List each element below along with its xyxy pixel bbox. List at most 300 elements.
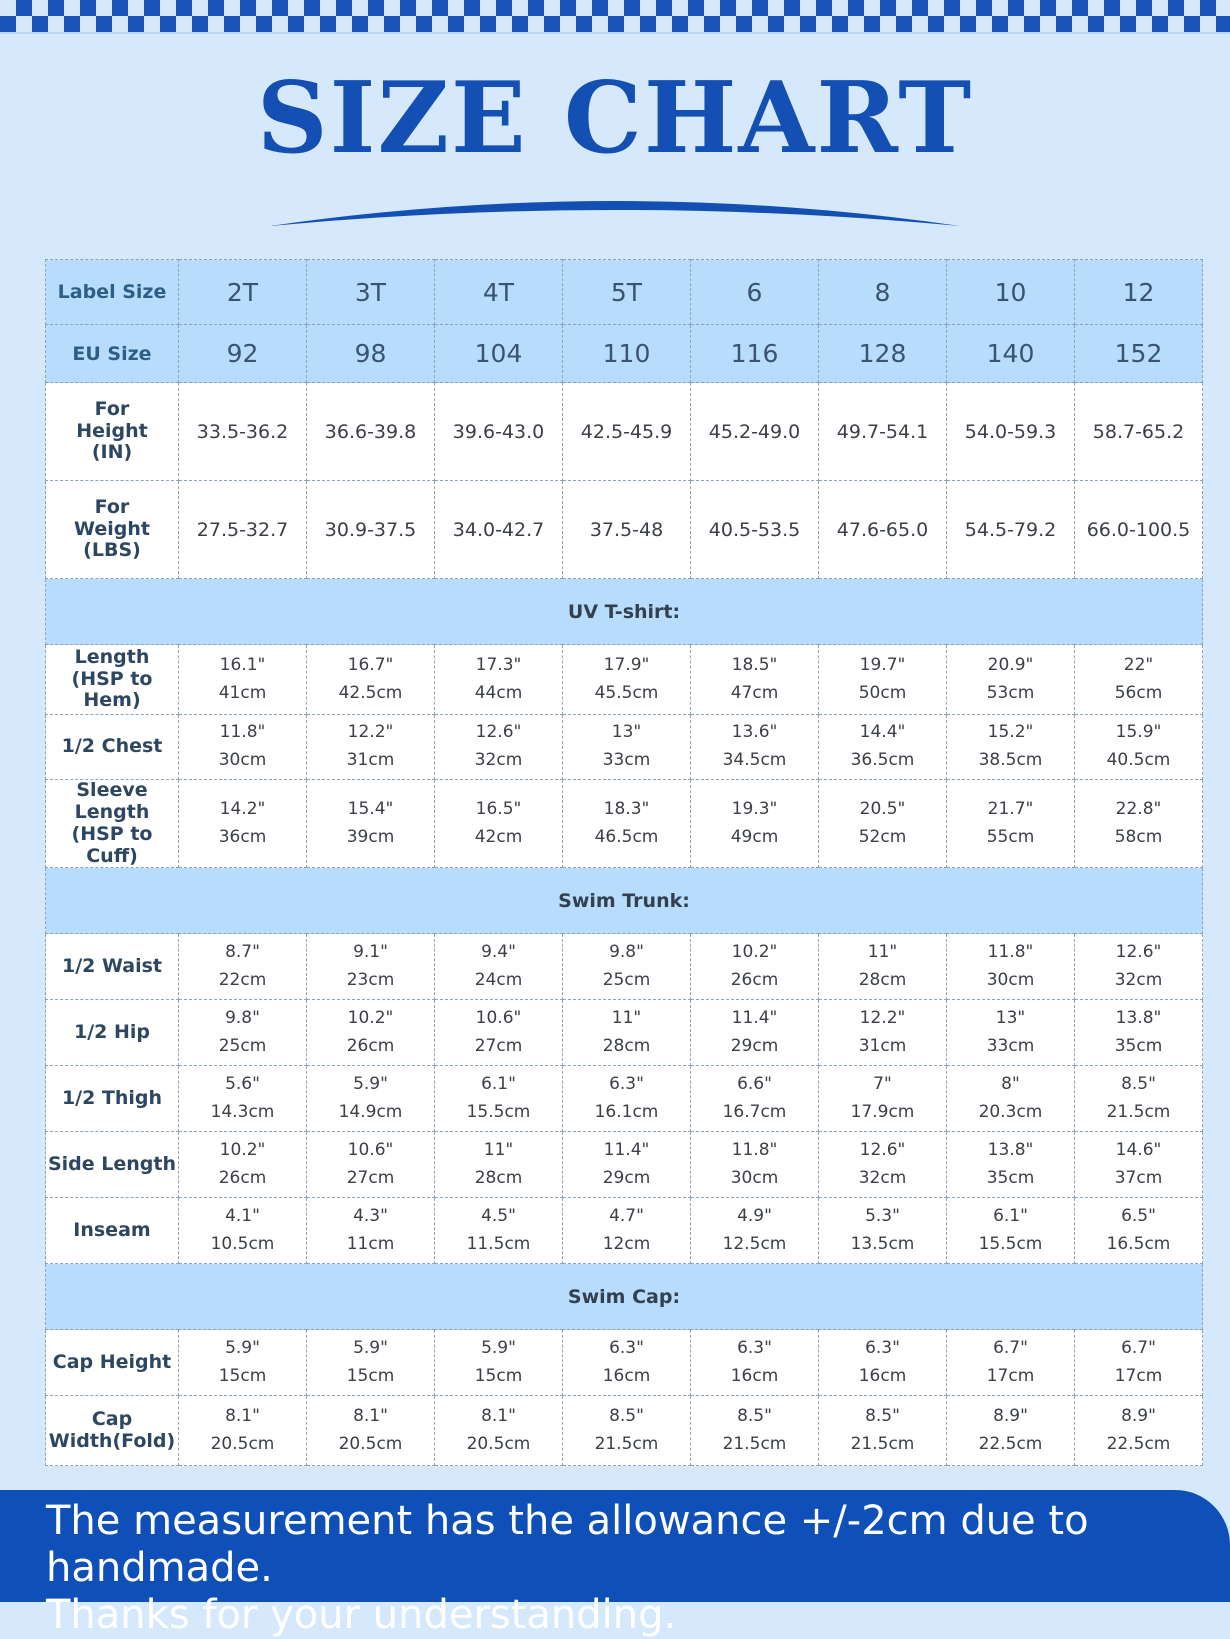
range-cell: 39.6-43.0 <box>435 383 563 481</box>
measurement-cell <box>1075 1000 1203 1066</box>
inches-value: 20.5" <box>859 799 906 820</box>
measurement-cell <box>307 934 435 1000</box>
measurement-cell <box>691 1330 819 1396</box>
measurement-cell <box>307 1396 435 1466</box>
cm-value: 16.5cm <box>1106 1233 1171 1254</box>
row-label-line: Side Length <box>47 1152 177 1175</box>
footer-banner <box>0 1490 1230 1638</box>
measurement-cell <box>691 1396 819 1466</box>
measurement-cell <box>947 645 1075 715</box>
inches-value: 8.9" <box>993 1406 1028 1427</box>
row-label-line: (IN) <box>91 441 133 464</box>
cm-value: 58cm <box>1114 826 1163 847</box>
measurement-cell <box>435 780 563 868</box>
inches-value: 15.9" <box>1115 722 1162 743</box>
size-cell: 116 <box>691 325 819 383</box>
size-cell: 152 <box>1075 325 1203 383</box>
measurement-cell <box>691 645 819 715</box>
inches-value: 5.9" <box>225 1338 260 1359</box>
measurement-cell <box>947 1396 1075 1466</box>
inches-value: 6.7" <box>1121 1338 1156 1359</box>
cm-value: 44cm <box>474 682 523 703</box>
measurement-cell <box>307 1000 435 1066</box>
inches-value: 9.4" <box>481 942 516 963</box>
measurement-cell <box>947 715 1075 780</box>
inches-value: 11.4" <box>603 1140 650 1161</box>
row-label-line: Cap <box>91 1408 133 1431</box>
measurement-cell <box>1075 715 1203 780</box>
cm-value: 20.5cm <box>210 1433 275 1454</box>
inches-value: 8.9" <box>1121 1406 1156 1427</box>
measurement-cell <box>691 780 819 868</box>
row-label-line: (LBS) <box>83 539 141 562</box>
cm-value: 32cm <box>1114 969 1163 990</box>
cm-value: 17cm <box>986 1365 1035 1386</box>
footer-note-line-1: The measurement has the allowance +/-2cm due to handmade. <box>46 1498 1089 1591</box>
measurement-cell <box>819 1198 947 1264</box>
measurement-cell <box>563 1330 691 1396</box>
measurement-cell <box>435 645 563 715</box>
cm-value: 52cm <box>858 826 907 847</box>
cm-value: 31cm <box>346 750 395 770</box>
measurement-cell <box>435 1000 563 1066</box>
measurement-cell <box>819 1066 947 1132</box>
cm-value: 37cm <box>1114 1167 1163 1188</box>
measurement-cell <box>819 780 947 868</box>
cm-value: 31cm <box>858 1035 907 1056</box>
inches-value: 8.5" <box>609 1406 644 1427</box>
cm-value: 36cm <box>218 826 267 847</box>
inches-value: 22.8" <box>1115 799 1162 820</box>
cm-value: 32cm <box>858 1167 907 1188</box>
inches-value: 6.6" <box>737 1074 772 1095</box>
range-cell: 33.5-36.2 <box>179 383 307 481</box>
cm-value: 38.5cm <box>978 750 1043 770</box>
inches-value: 12.2" <box>859 1008 906 1029</box>
cm-value: 15cm <box>218 1365 267 1386</box>
cm-value: 55cm <box>986 826 1035 847</box>
body-row <box>46 481 1203 579</box>
row-label: Label Size <box>46 260 179 325</box>
inches-value: 11" <box>867 942 898 963</box>
cm-value: 22.5cm <box>978 1433 1043 1454</box>
measurement-cell <box>1075 1132 1203 1198</box>
inches-value: 8.1" <box>481 1406 516 1427</box>
row-label <box>46 1198 179 1264</box>
measurement-cell <box>819 645 947 715</box>
cm-value: 36.5cm <box>850 750 915 770</box>
inches-value: 13.6" <box>731 722 778 743</box>
inches-value: 9.8" <box>225 1008 260 1029</box>
range-cell: 34.0-42.7 <box>435 481 563 579</box>
cm-value: 15.5cm <box>466 1101 531 1122</box>
range-cell: 42.5-45.9 <box>563 383 691 481</box>
measurement-row <box>46 1132 1203 1198</box>
measurement-cell <box>819 1132 947 1198</box>
range-cell: 58.7-65.2 <box>1075 383 1203 481</box>
measurement-cell <box>691 1132 819 1198</box>
measurement-cell <box>563 1198 691 1264</box>
cm-value: 40.5cm <box>1106 750 1171 770</box>
inches-value: 13.8" <box>1115 1008 1162 1029</box>
cm-value: 41cm <box>218 682 267 703</box>
inches-value: 5.3" <box>865 1206 900 1227</box>
inches-value: 6.3" <box>865 1338 900 1359</box>
row-label <box>46 1132 179 1198</box>
row-label-line: Inseam <box>73 1218 151 1241</box>
inches-value: 11" <box>483 1140 514 1161</box>
cm-value: 30cm <box>218 750 267 770</box>
inches-value: 8.1" <box>225 1406 260 1427</box>
inches-value: 19.3" <box>731 799 778 820</box>
measurement-cell <box>691 1000 819 1066</box>
section-header <box>46 868 1203 934</box>
inches-value: 12.6" <box>475 722 522 743</box>
inches-value: 20.9" <box>987 654 1034 675</box>
cm-value: 24cm <box>474 969 523 990</box>
measurement-cell <box>947 1198 1075 1264</box>
inches-value: 17.3" <box>475 654 522 675</box>
cm-value: 21.5cm <box>1106 1101 1171 1122</box>
cm-value: 35cm <box>986 1167 1035 1188</box>
cm-value: 29cm <box>602 1167 651 1188</box>
cm-value: 29cm <box>730 1035 779 1056</box>
measurement-cell <box>1075 645 1203 715</box>
cm-value: 26cm <box>346 1035 395 1056</box>
range-cell: 54.5-79.2 <box>947 481 1075 579</box>
measurement-cell <box>179 1000 307 1066</box>
inches-value: 10.2" <box>219 1140 266 1161</box>
size-cell: 140 <box>947 325 1075 383</box>
inches-value: 21.7" <box>987 799 1034 820</box>
measurement-row <box>46 715 1203 780</box>
cm-value: 16cm <box>730 1365 779 1386</box>
cm-value: 30cm <box>730 1167 779 1188</box>
range-cell: 40.5-53.5 <box>691 481 819 579</box>
inches-value: 11.8" <box>987 942 1034 963</box>
row-label <box>46 645 179 715</box>
cm-value: 15cm <box>346 1365 395 1386</box>
cm-value: 13.5cm <box>850 1233 915 1254</box>
measurement-cell <box>435 1330 563 1396</box>
cm-value: 15.5cm <box>978 1233 1043 1254</box>
measurement-row <box>46 780 1203 868</box>
cm-value: 34.5cm <box>722 750 787 770</box>
inches-value: 5.9" <box>481 1338 516 1359</box>
cm-value: 56cm <box>1114 682 1163 703</box>
cm-value: 15cm <box>474 1365 523 1386</box>
cm-value: 35cm <box>1114 1035 1163 1056</box>
inches-value: 18.5" <box>731 654 778 675</box>
inches-value: 10.6" <box>347 1140 394 1161</box>
row-label <box>46 1000 179 1066</box>
row-label-line: Height <box>76 419 148 442</box>
row-label-line: Length <box>74 800 150 823</box>
measurement-row <box>46 1198 1203 1264</box>
row-label <box>46 481 179 579</box>
inches-value: 8" <box>1001 1074 1020 1095</box>
size-cell: 12 <box>1075 260 1203 325</box>
measurement-cell <box>435 1066 563 1132</box>
cm-value: 33cm <box>602 750 651 770</box>
cm-value: 10.5cm <box>210 1233 275 1254</box>
measurement-cell <box>691 1066 819 1132</box>
section-title: Swim Cap: <box>46 1264 1203 1330</box>
inches-value: 4.9" <box>737 1206 772 1227</box>
row-label-line: Length <box>74 645 150 668</box>
row-label-line: For <box>94 397 130 420</box>
measurement-cell <box>947 1000 1075 1066</box>
inches-value: 13" <box>995 1008 1026 1029</box>
body-row <box>46 383 1203 481</box>
header-row <box>46 325 1203 383</box>
cm-value: 12.5cm <box>722 1233 787 1254</box>
measurement-cell <box>179 1330 307 1396</box>
cm-value: 17.9cm <box>850 1101 915 1122</box>
row-label <box>46 780 179 868</box>
measurement-row <box>46 934 1203 1000</box>
cm-value: 27cm <box>346 1167 395 1188</box>
measurement-cell <box>947 1330 1075 1396</box>
cm-value: 50cm <box>858 682 907 703</box>
section-header <box>46 579 1203 645</box>
row-label-line: Width(Fold) <box>48 1429 176 1452</box>
measurement-cell <box>1075 1396 1203 1466</box>
measurement-cell <box>563 715 691 780</box>
row-label: EU Size <box>46 325 179 383</box>
measurement-cell <box>563 645 691 715</box>
inches-value: 11.8" <box>219 722 266 743</box>
footer-note-line-2: Thanks for your understanding. <box>46 1592 677 1638</box>
row-label <box>46 934 179 1000</box>
inches-value: 14.2" <box>219 799 266 820</box>
measurement-cell <box>435 715 563 780</box>
cm-value: 11cm <box>346 1233 395 1254</box>
measurement-cell <box>691 934 819 1000</box>
inches-value: 12.6" <box>1115 942 1162 963</box>
measurement-cell <box>563 1066 691 1132</box>
size-cell: 104 <box>435 325 563 383</box>
title-underline-swoosh <box>270 190 960 230</box>
cm-value: 49cm <box>730 826 779 847</box>
row-label-line: Cap Height <box>52 1350 172 1373</box>
cm-value: 33cm <box>986 1035 1035 1056</box>
inches-value: 18.3" <box>603 799 650 820</box>
cm-value: 42cm <box>474 826 523 847</box>
cm-value: 23cm <box>346 969 395 990</box>
size-cell: 2T <box>179 260 307 325</box>
row-label-line: (HSP to Cuff) <box>71 822 153 867</box>
cm-value: 47cm <box>730 682 779 703</box>
footer-note <box>46 1498 1230 1639</box>
cm-value: 28cm <box>474 1167 523 1188</box>
cm-value: 28cm <box>602 1035 651 1056</box>
measurement-cell <box>563 934 691 1000</box>
measurement-cell <box>1075 780 1203 868</box>
inches-value: 8.1" <box>353 1406 388 1427</box>
size-cell: 4T <box>435 260 563 325</box>
cm-value: 46.5cm <box>594 826 659 847</box>
measurement-cell <box>947 1132 1075 1198</box>
inches-value: 11" <box>611 1008 642 1029</box>
cm-value: 20.5cm <box>338 1433 403 1454</box>
row-label-line: 1/2 Chest <box>61 735 163 758</box>
inches-value: 4.3" <box>353 1206 388 1227</box>
inches-value: 5.9" <box>353 1074 388 1095</box>
row-label-line: 1/2 Thigh <box>61 1086 163 1109</box>
cm-value: 21.5cm <box>722 1433 787 1454</box>
inches-value: 14.4" <box>859 722 906 743</box>
measurement-cell <box>179 1132 307 1198</box>
measurement-row <box>46 1330 1203 1396</box>
cm-value: 25cm <box>602 969 651 990</box>
measurement-cell <box>179 645 307 715</box>
cm-value: 21.5cm <box>850 1433 915 1454</box>
measurement-cell <box>563 1132 691 1198</box>
measurement-cell <box>435 1132 563 1198</box>
measurement-cell <box>179 934 307 1000</box>
measurement-cell <box>179 1396 307 1466</box>
inches-value: 4.1" <box>225 1206 260 1227</box>
inches-value: 19.7" <box>859 654 906 675</box>
measurement-cell <box>435 1198 563 1264</box>
measurement-cell <box>307 1132 435 1198</box>
inches-value: 10.2" <box>731 942 778 963</box>
cm-value: 39cm <box>346 826 395 847</box>
inches-value: 22" <box>1123 654 1154 675</box>
measurement-row <box>46 1396 1203 1466</box>
measurement-cell <box>563 1000 691 1066</box>
row-label-line: For <box>94 495 130 518</box>
size-cell: 8 <box>819 260 947 325</box>
inches-value: 6.3" <box>737 1338 772 1359</box>
border-divider <box>0 32 1230 34</box>
inches-value: 6.5" <box>1121 1206 1156 1227</box>
inches-value: 9.1" <box>353 942 388 963</box>
measurement-cell <box>1075 934 1203 1000</box>
checkered-border <box>0 0 1230 32</box>
cm-value: 22.5cm <box>1106 1433 1171 1454</box>
size-cell: 6 <box>691 260 819 325</box>
cm-value: 45.5cm <box>594 682 659 703</box>
inches-value: 13" <box>611 722 642 743</box>
inches-value: 8.5" <box>1121 1074 1156 1095</box>
measurement-cell <box>691 715 819 780</box>
cm-value: 16cm <box>602 1365 651 1386</box>
range-cell: 54.0-59.3 <box>947 383 1075 481</box>
row-label-line: Sleeve <box>76 779 148 801</box>
size-cell: 92 <box>179 325 307 383</box>
cm-value: 14.3cm <box>210 1101 275 1122</box>
row-label <box>46 1396 179 1466</box>
section-header <box>46 1264 1203 1330</box>
measurement-cell <box>947 934 1075 1000</box>
measurement-cell <box>819 1396 947 1466</box>
inches-value: 10.6" <box>475 1008 522 1029</box>
inches-value: 12.2" <box>347 722 394 743</box>
cm-value: 16.7cm <box>722 1101 787 1122</box>
row-label <box>46 383 179 481</box>
inches-value: 16.7" <box>347 654 394 675</box>
cm-value: 28cm <box>858 969 907 990</box>
measurement-row <box>46 1000 1203 1066</box>
inches-value: 12.6" <box>859 1140 906 1161</box>
row-label <box>46 1066 179 1132</box>
page-title: SIZE CHART <box>256 61 974 176</box>
inches-value: 4.7" <box>609 1206 644 1227</box>
row-label-line: (HSP to <box>71 667 153 690</box>
measurement-cell <box>1075 1330 1203 1396</box>
range-cell: 45.2-49.0 <box>691 383 819 481</box>
inches-value: 10.2" <box>347 1008 394 1029</box>
row-label-line: 1/2 Waist <box>61 954 162 977</box>
measurement-cell <box>307 645 435 715</box>
inches-value: 17.9" <box>603 654 650 675</box>
measurement-cell <box>1075 1066 1203 1132</box>
size-cell: 98 <box>307 325 435 383</box>
measurement-cell <box>179 1066 307 1132</box>
inches-value: 15.2" <box>987 722 1034 743</box>
measurement-cell <box>819 934 947 1000</box>
range-cell: 37.5-48 <box>563 481 691 579</box>
row-label-line: Weight <box>74 517 150 540</box>
cm-value: 17cm <box>1114 1365 1163 1386</box>
inches-value: 5.9" <box>353 1338 388 1359</box>
inches-value: 11.8" <box>731 1140 778 1161</box>
measurement-cell <box>819 1000 947 1066</box>
measurement-cell <box>179 715 307 780</box>
measurement-cell <box>819 715 947 780</box>
measurement-cell <box>307 1066 435 1132</box>
inches-value: 7" <box>873 1074 892 1095</box>
range-cell: 27.5-32.7 <box>179 481 307 579</box>
row-label-line: Hem) <box>83 689 141 712</box>
cm-value: 25cm <box>218 1035 267 1056</box>
size-cell: 10 <box>947 260 1075 325</box>
size-cell: 110 <box>563 325 691 383</box>
cm-value: 20.5cm <box>466 1433 531 1454</box>
inches-value: 11.4" <box>731 1008 778 1029</box>
row-label <box>46 1330 179 1396</box>
measurement-cell <box>307 780 435 868</box>
measurement-cell <box>819 1330 947 1396</box>
cm-value: 22cm <box>218 969 267 990</box>
measurement-cell <box>179 1198 307 1264</box>
measurement-cell <box>947 780 1075 868</box>
inches-value: 14.6" <box>1115 1140 1162 1161</box>
inches-value: 8.5" <box>737 1406 772 1427</box>
measurement-cell <box>563 1396 691 1466</box>
measurement-cell <box>1075 1198 1203 1264</box>
measurement-cell <box>947 1066 1075 1132</box>
inches-value: 6.1" <box>481 1074 516 1095</box>
cm-value: 20.3cm <box>978 1101 1043 1122</box>
row-label-line: 1/2 Hip <box>73 1020 150 1043</box>
cm-value: 12cm <box>602 1233 651 1254</box>
measurement-row <box>46 1066 1203 1132</box>
section-title: UV T-shirt: <box>46 579 1203 645</box>
inches-value: 8.7" <box>225 942 260 963</box>
measurement-cell <box>691 1198 819 1264</box>
row-label <box>46 715 179 780</box>
cm-value: 16.1cm <box>594 1101 659 1122</box>
range-cell: 49.7-54.1 <box>819 383 947 481</box>
header-row <box>46 260 1203 325</box>
size-cell: 128 <box>819 325 947 383</box>
inches-value: 8.5" <box>865 1406 900 1427</box>
cm-value: 27cm <box>474 1035 523 1056</box>
inches-value: 13.8" <box>987 1140 1034 1161</box>
